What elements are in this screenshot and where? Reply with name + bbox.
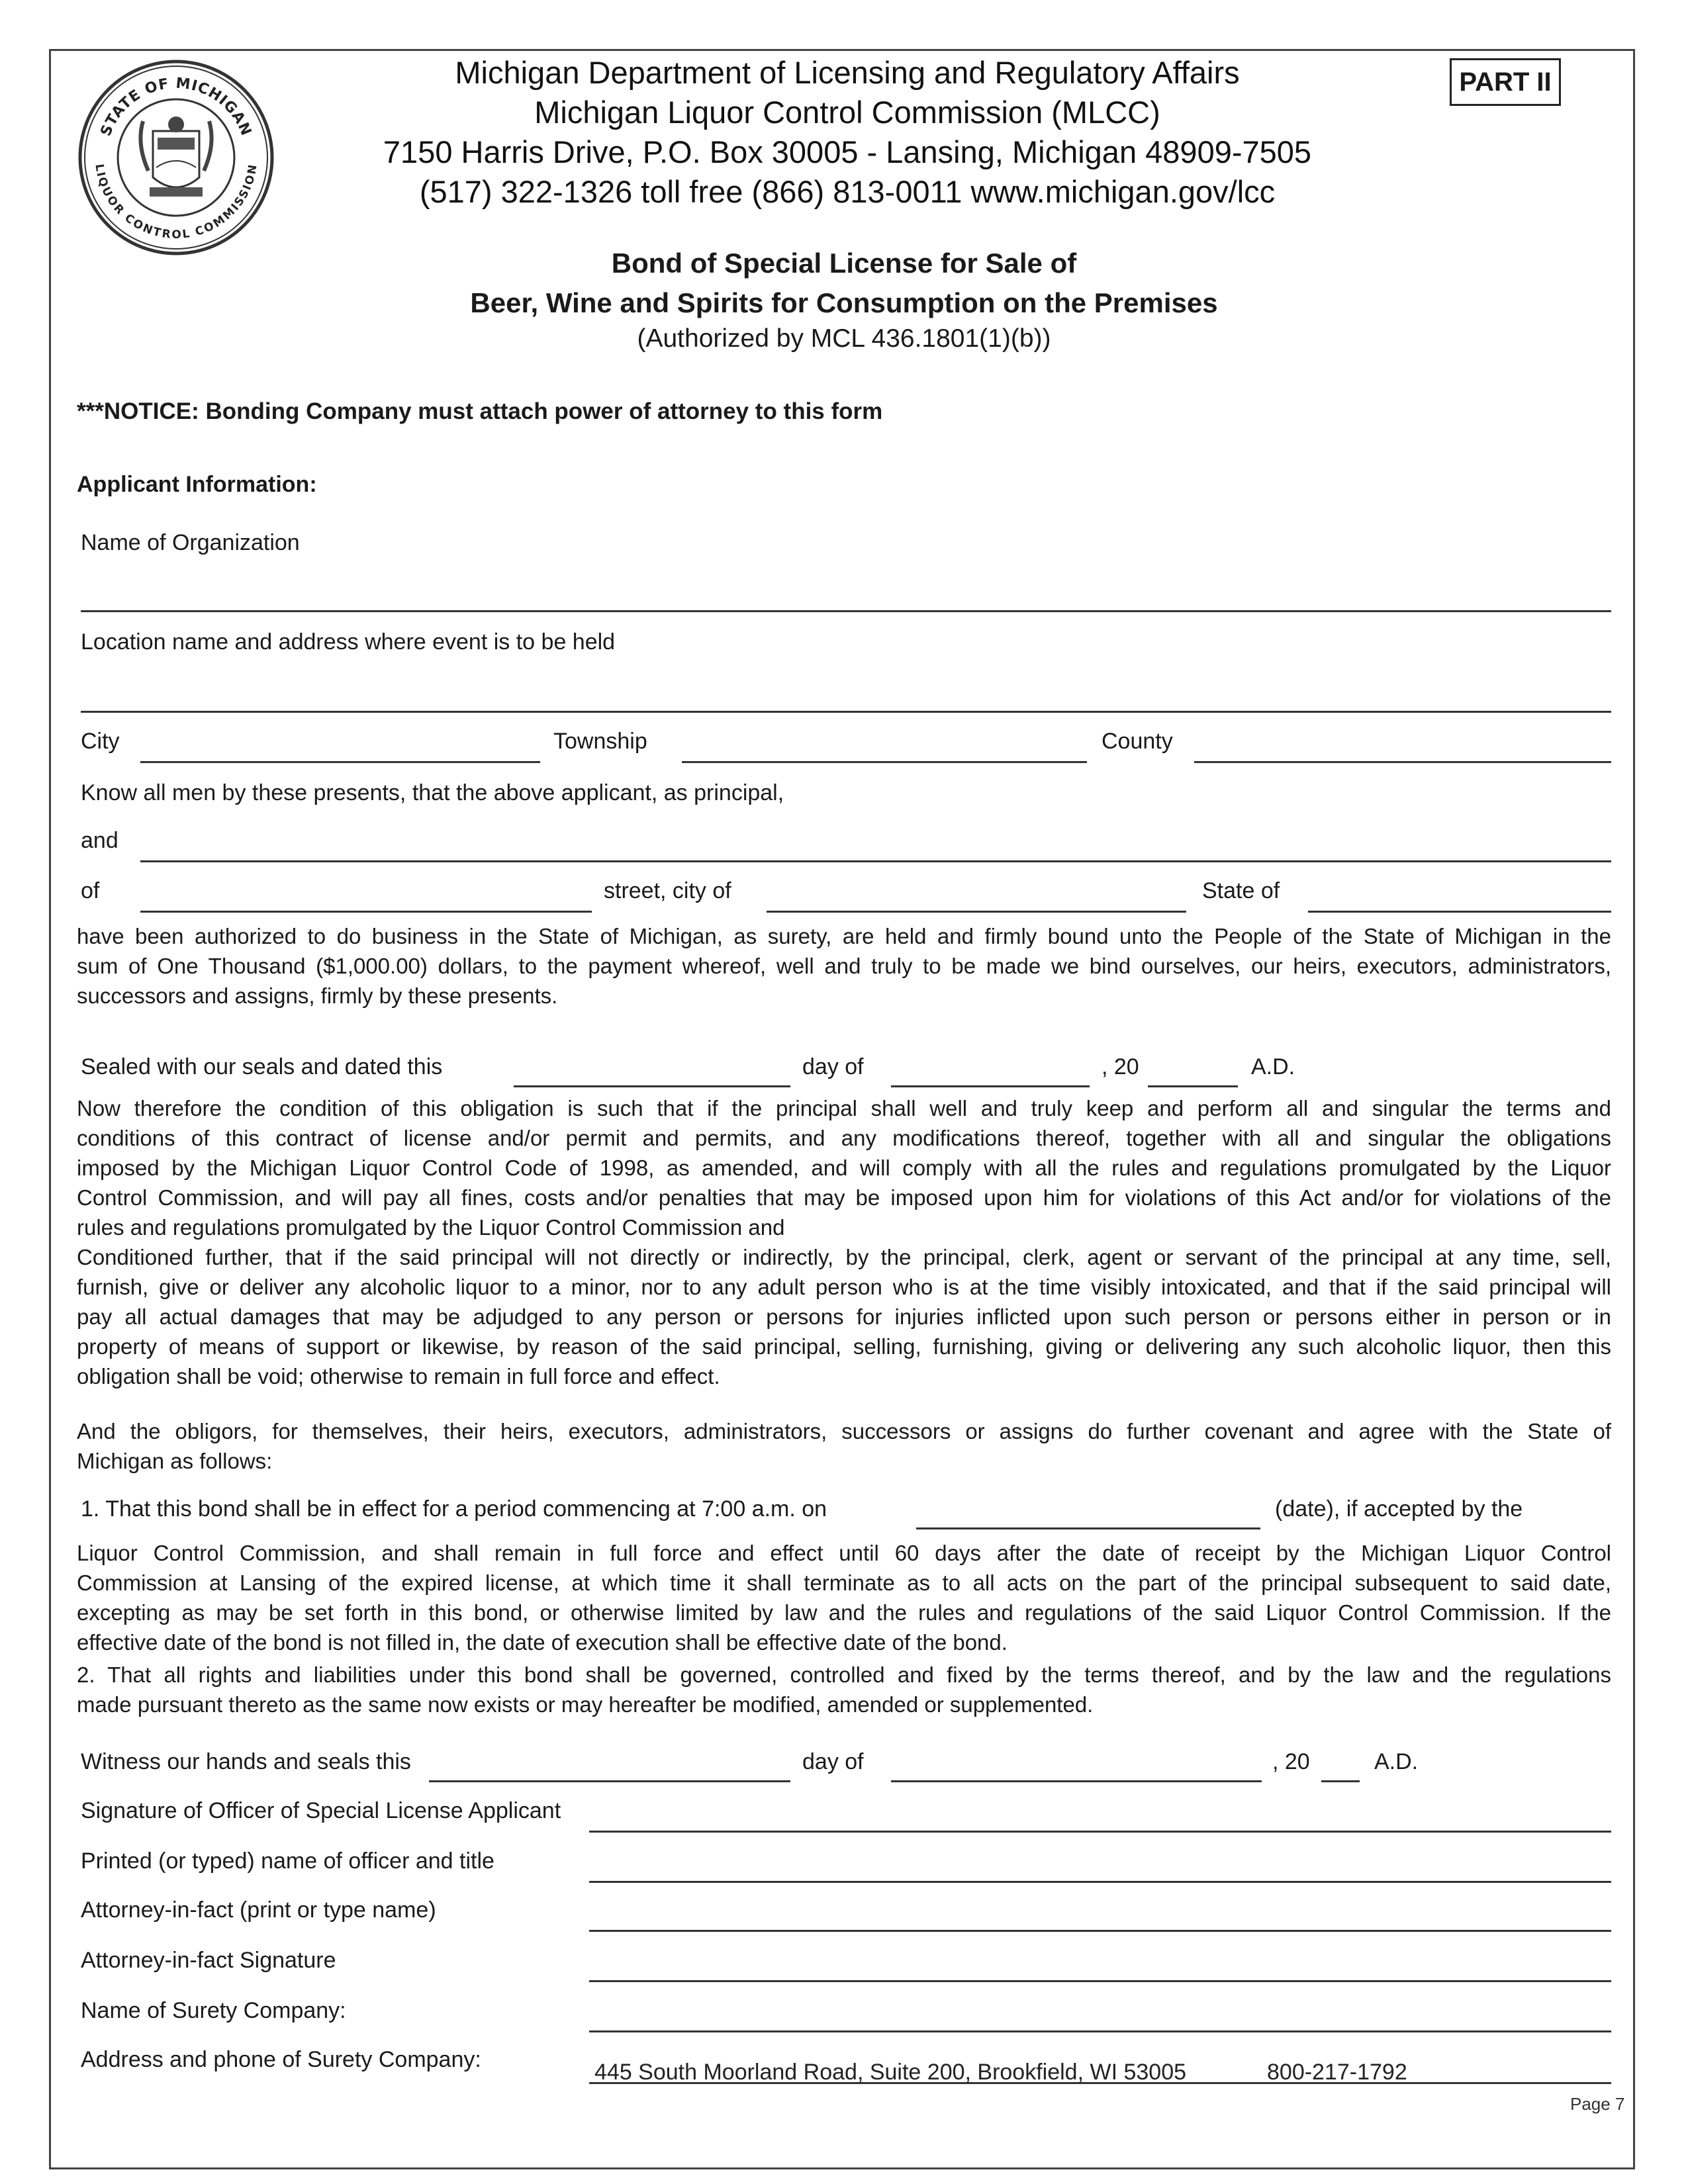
sealed-label: Sealed with our seals and dated this xyxy=(81,1054,443,1079)
officer-name-label: Printed (or typed) name of officer and title xyxy=(81,1848,494,1874)
surety-paragraph: have been authorized to do business in the State of Michigan, as surety, are held and firmly bound unto the People of the State of Michigan in the sum of One Thousand ($1,000.00) dollars, to the payment whereof, well and truly to be made we bind ourselves, our heirs, executors, administrators, successors and assigns, firmly by these presents. xyxy=(77,924,1611,1008)
sealed-day-field[interactable] xyxy=(514,1085,790,1087)
surety-street-field[interactable] xyxy=(140,911,592,913)
surety-city-field[interactable] xyxy=(767,911,1186,913)
witness-day-field[interactable] xyxy=(429,1780,790,1782)
officer-name-field[interactable] xyxy=(589,1881,1611,1883)
item1-lead: 1. That this bond shall be in effect for a period commencing at 7:00 a.m. on xyxy=(81,1496,827,1522)
and-label: and xyxy=(81,828,118,853)
city-label: City xyxy=(81,729,120,754)
org-name-field[interactable] xyxy=(81,610,1611,612)
obligors-paragraph: And the obligors, for themselves, their heirs, executors, administrators, successors or assigns do further covenant and agree with the State of Michigan as follows: xyxy=(77,1419,1611,1473)
sealed-month-field[interactable] xyxy=(891,1085,1090,1087)
attorney-name-field[interactable] xyxy=(589,1930,1611,1932)
witness-ad-label: A.D. xyxy=(1374,1749,1419,1774)
sealed-year-prefix: , 20 xyxy=(1102,1054,1139,1079)
form-title-line2: Beer, Wine and Spirits for Consumption on the Premises xyxy=(470,287,1218,318)
witness-month-field[interactable] xyxy=(891,1780,1262,1782)
effective-date-field[interactable] xyxy=(916,1527,1260,1529)
item1-paragraph: Liquor Control Commission, and shall remain in full force and effect until 60 days after the date of receipt by the Michigan Liquor Control Commission at Lansing of the expired license, at which time it shall terminate as to all acts on the part of the principal subsequent to said date, excepting as may be set forth in this bond, or otherwise limited by law and the rules and regulations of the said Liquor Control Commission. If the effective date of the bond is not filled in, the date of execution shall be effective date of the bond. xyxy=(77,1541,1611,1655)
sealed-ad-label: A.D. xyxy=(1251,1054,1295,1079)
witness-year-field[interactable] xyxy=(1321,1780,1360,1782)
witness-label: Witness our hands and seals this xyxy=(81,1749,411,1774)
township-label: Township xyxy=(553,729,647,754)
township-field[interactable] xyxy=(682,761,1087,763)
witness-day-of-label: day of xyxy=(802,1749,864,1774)
surety-phone-value[interactable]: 800-217-1792 xyxy=(1267,2060,1407,2085)
location-label: Location name and address where event is to be held xyxy=(81,629,616,655)
attorney-signature-label: Attorney-in-fact Signature xyxy=(81,1948,336,1973)
applicant-section-label: Applicant Information: xyxy=(77,472,317,497)
witness-year-prefix: , 20 xyxy=(1272,1749,1310,1774)
surety-state-field[interactable] xyxy=(1308,911,1611,913)
of-label: of xyxy=(81,878,100,903)
condition-paragraph: Now therefore the condition of this obligation is such that if the principal shall well and truly keep and perform all and singular the terms and conditions of this contract of license and/or permit and permits, and any modifications thereof, together with all and singular the obligations imposed by the Michigan Liquor Control Code of 1998, as amended, and will comply with all the rules and regulations promulgated by the Liquor Control Commission, and will pay all fines, costs and/or penalties that may be imposed upon him for violations of this Act and/or for violations of the rules and regulations promulgated by the Liquor Control Commission and Conditioned further, that if the said principal will not directly or indirectly, by the principal, clerk, agent or servant of the principal at any time, sell, furnish, give or deliver any alcoholic liquor to a minor, nor to any adult person who is at the time visibly intoxicated, and that if the said principal will pay all actual damages that may be adjudged to any person or persons for injuries inflicted upon such person or persons either in person or in property of means of support or likewise, by reason of the said principal, selling, furnishing, giving or delivering any such alcoholic liquor, then this obligation shall be void; otherwise to remain in full force and effect. xyxy=(77,1096,1611,1388)
city-field[interactable] xyxy=(140,761,540,763)
form-authority: (Authorized by MCL 436.1801(1)(b)) xyxy=(637,324,1051,353)
svg-text:STATE OF MICHIGAN: STATE OF MICHIGAN xyxy=(97,75,255,139)
item2-paragraph: 2. That all rights and liabilities under this bond shall be governed, controlled and fixed by the terms thereof, and by the law and the regulations made pursuant thereto as the same now exists or may hereafter be modified, amended or supplemented. xyxy=(77,1662,1611,1717)
agency-address: 7150 Harris Drive, P.O. Box 30005 - Lansing, Michigan 48909-7505 xyxy=(383,134,1312,169)
svg-text:LIQUOR CONTROL COMMISSION: LIQUOR CONTROL COMMISSION xyxy=(92,163,260,242)
surety-company-label: Name of Surety Company: xyxy=(81,1998,346,2023)
item1-date-suffix: (date), if accepted by the xyxy=(1275,1496,1523,1522)
officer-signature-field[interactable] xyxy=(589,1831,1611,1833)
part-label: PART II xyxy=(1450,58,1561,106)
know-all-text: Know all men by these presents, that the above applicant, as principal, xyxy=(81,780,784,805)
agency-contact: (517) 322-1326 toll free (866) 813-0011 www.michigan.gov/lcc xyxy=(419,174,1276,209)
org-name-label: Name of Organization xyxy=(81,530,300,555)
agency-name: Michigan Department of Licensing and Regulatory Affairs xyxy=(455,55,1240,90)
street-city-label: street, city of xyxy=(604,878,731,903)
county-label: County xyxy=(1102,729,1173,754)
page-number: Page 7 xyxy=(1570,2094,1625,2114)
commission-name: Michigan Liquor Control Commission (MLCC) xyxy=(534,95,1160,130)
location-field[interactable] xyxy=(81,711,1611,713)
surety-company-field[interactable] xyxy=(589,2030,1611,2032)
michigan-seal-logo xyxy=(77,58,275,257)
officer-signature-label: Signature of Officer of Special License Applicant xyxy=(81,1798,561,1823)
surety-address-label: Address and phone of Surety Company: xyxy=(81,2047,481,2072)
surety-name-field[interactable] xyxy=(140,860,1611,862)
sealed-year-field[interactable] xyxy=(1148,1085,1238,1087)
notice-text: ***NOTICE: Bonding Company must attach power of attorney to this form xyxy=(77,398,883,424)
attorney-name-label: Attorney-in-fact (print or type name) xyxy=(81,1897,436,1923)
state-of-label: State of xyxy=(1202,878,1280,903)
sealed-day-of-label: day of xyxy=(802,1054,864,1079)
surety-address-value[interactable]: 445 South Moorland Road, Suite 200, Brookfield, WI 53005 xyxy=(594,2060,1187,2085)
attorney-signature-field[interactable] xyxy=(589,1980,1611,1982)
county-field[interactable] xyxy=(1194,761,1611,763)
surety-address-field[interactable] xyxy=(589,2082,1611,2084)
form-title-line1: Bond of Special License for Sale of xyxy=(611,248,1077,279)
